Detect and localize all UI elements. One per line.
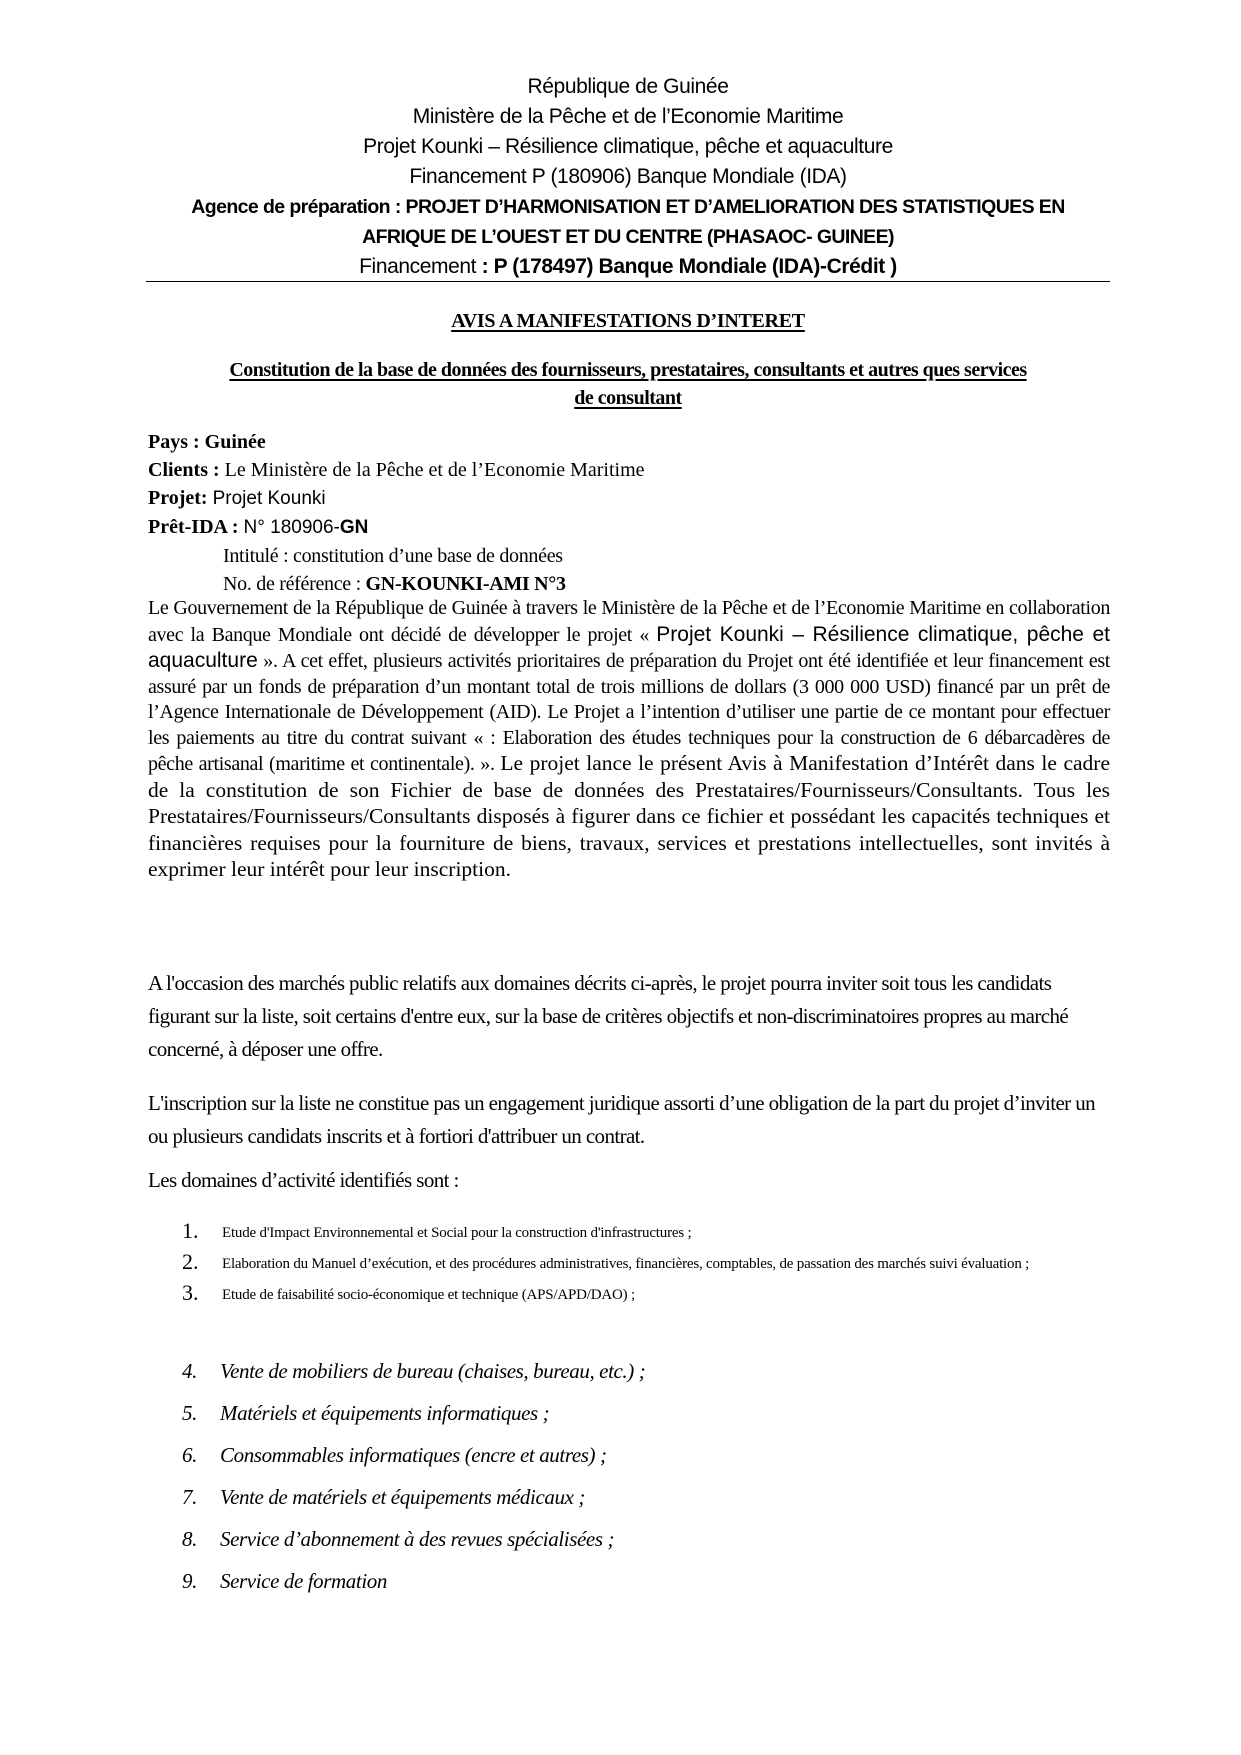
subtitle-line-1: Constitution de la base de données des fournisseurs, prestataires, consultants et autres ques services	[229, 359, 1027, 381]
list-item	[182, 1350, 1110, 1392]
intro-paragraph	[148, 596, 1110, 884]
list-item-number: 3.	[182, 1280, 199, 1305]
agency-line-1	[146, 192, 1110, 222]
list-item-text: Consommables informatiques (encre et autres) ;	[220, 1442, 607, 1467]
project-line: Projet Kounki – Résilience climatique, pêche et aquaculture	[363, 135, 893, 158]
procurement-paragraph: A l'occasion des marchés public relatifs aux domaines décrits ci-après, le projet pourra inviter soit tous les candidats figurant sur la liste, soit certains d'entre eux, sur la base de critères objectifs et non-discriminatoires propres au marché concerné, à déposer une offre.	[148, 971, 1069, 1061]
list-item-text: Service de formation	[220, 1568, 387, 1593]
header-divider	[146, 281, 1110, 282]
list-item	[182, 1518, 1110, 1560]
domains-list-services	[182, 1220, 1110, 1313]
financing2-value: : P (178497) Banque Mondiale (IDA)-Crédit )	[481, 255, 897, 278]
list-item-number: 2.	[182, 1249, 199, 1274]
project-label: Projet:	[148, 487, 213, 509]
list-item-text: Matériels et équipements informatiques ;	[220, 1400, 550, 1425]
list-item	[182, 1282, 1110, 1306]
info-block	[148, 428, 1110, 598]
list-item-text: Elaboration du Manuel d’exécution, et des procédures administratives, financières, comptables, de passation des marchés suivi évaluation ;	[222, 1256, 1030, 1272]
loan-value-suffix: GN	[339, 517, 369, 538]
list-item	[182, 1220, 1110, 1244]
intro-text-b: ». A cet effet, plusieurs activités prioritaires de préparation du Projet ont été identifiée et leur financement est assuré par un fonds de préparation d’un montant total de trois millions de dollars (3 000 000 USD) financé par un prêt de l’Agence Internationale de Développement (AID). Le Projet a l’intention d’utiliser une partie de ce montant pour effectuer les paiements au titre du contrat suivant « : Elaboration des études techniques pour la construction de 6 débarcadères de pêche artisanal (maritime et continentale). ».	[148, 650, 1110, 775]
reference-label: No. de référence :	[223, 573, 366, 595]
list-item-text: Etude de faisabilité socio-économique et technique (APS/APD/DAO) ;	[222, 1287, 635, 1303]
list-item	[182, 1392, 1110, 1434]
list-item-text: Vente de matériels et équipements médicaux ;	[220, 1484, 585, 1509]
agency-name-cont: AFRIQUE DE L’OUEST ET DU CENTRE	[362, 226, 707, 248]
reference-field	[148, 570, 1110, 598]
letterhead	[146, 72, 1110, 282]
page-title: AVIS A MANIFESTATIONS D’INTERET	[451, 310, 805, 332]
list-item-text: Vente de mobiliers de bureau (chaises, bureau, etc.) ;	[220, 1358, 646, 1383]
domains-list-supplies	[182, 1350, 1110, 1602]
agency-name: PROJET D’HARMONISATION ET D’AMELIORATION DES STATISTIQUES EN	[405, 196, 1065, 218]
list-item-number: 5.	[182, 1400, 197, 1425]
agency-label: Agence de préparation :	[191, 196, 406, 218]
list-item	[182, 1251, 1110, 1275]
loan-label: Prêt-IDA :	[148, 516, 244, 538]
list-item-text: Service d’abonnement à des revues spécialisées ;	[220, 1526, 615, 1551]
intro-project-name: Projet Kounki – Résilience climatique, pêche et aquaculture	[148, 622, 1110, 672]
financing-line-2	[146, 252, 1110, 282]
reference-value: GN-KOUNKI-AMI N°3	[365, 573, 566, 595]
clients-value: Le Ministère de la Pêche et de l’Economie Maritime	[224, 459, 645, 481]
subtitle-line-2: de consultant	[574, 387, 682, 409]
domains-intro: Les domaines d’activité identifiés sont :	[148, 1168, 459, 1192]
clients-label: Clients :	[148, 459, 225, 481]
list-item-number: 8.	[182, 1526, 197, 1551]
clients-field	[148, 456, 1110, 484]
loan-value: N° 180906-	[243, 517, 340, 538]
list-item-number: 4.	[182, 1358, 197, 1383]
list-item-number: 6.	[182, 1442, 197, 1467]
intro-text-a: Le Gouvernement de la République de Guinée à travers le Ministère de la Pêche et de l’Economie Maritime en collaboration avec la Banque Mondiale ont décidé de développer le projet «	[148, 597, 1110, 646]
list-item-number: 7.	[182, 1484, 197, 1509]
list-item-number: 9.	[182, 1568, 197, 1593]
country-field: Pays : Guinée	[148, 431, 266, 453]
intro-text-c: Le projet lance le présent Avis à Manifestation d’Intérêt dans le cadre de la constitution de son Fichier de base de données des Prestataires/Fournisseurs/Consultants. Tous les Prestataires/Fournisseurs/Consultants disposés à figurer dans ce fichier et possédant les capacités techniques et financières requises pour la fourniture de biens, travaux, services et prestations intellectuelles, sont invités à exprimer leur intérêt pour leur inscription.	[148, 751, 1110, 881]
list-item-text: Etude d'Impact Environnemental et Social pour la construction d'infrastructures ;	[222, 1225, 692, 1241]
agency-line-2	[146, 222, 1110, 252]
country-line: République de Guinée	[527, 75, 729, 98]
list-item	[182, 1476, 1110, 1518]
list-item-number: 1.	[182, 1218, 199, 1243]
page-subtitle	[146, 356, 1110, 412]
project-value: Projet Kounki	[212, 488, 326, 509]
ministry-line: Ministère de la Pêche et de l’Economie Maritime	[412, 105, 844, 128]
financing2-label: Financement	[359, 255, 482, 278]
disclaimer-paragraph: L'inscription sur la liste ne constitue pas un engagement juridique assorti d’une obligation de la part du projet d’inviter un ou plusieurs candidats inscrits et à fortiori d'attribuer un contrat.	[148, 1091, 1096, 1148]
loan-field	[148, 513, 1110, 542]
list-item	[182, 1434, 1110, 1476]
financing-line: Financement P (180906) Banque Mondiale (IDA)	[409, 165, 847, 188]
title-field: Intitulé : constitution d’une base de données	[223, 545, 563, 567]
list-item	[182, 1560, 1110, 1602]
agency-acronym: (PHASAOC- GUINEE)	[706, 226, 894, 248]
project-field	[148, 484, 1110, 513]
